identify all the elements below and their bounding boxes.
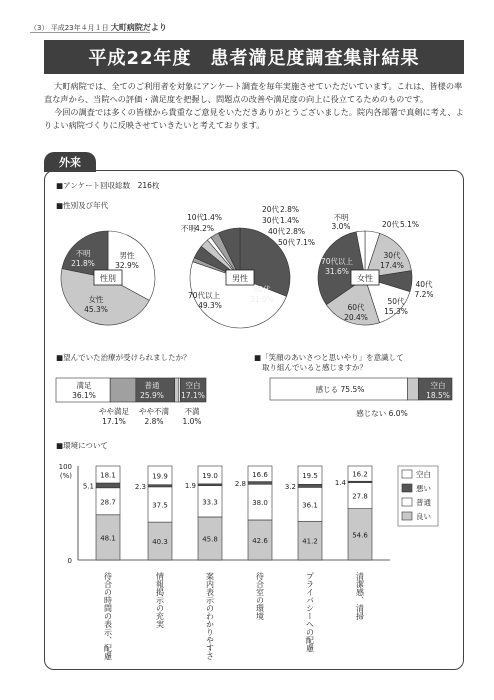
- env-category-label: 情報掲示の充実: [155, 572, 165, 628]
- pie-slice-label: 20代: [262, 205, 280, 214]
- pie-value-label: 21.8%: [71, 259, 95, 268]
- env-value-label: 19.0: [202, 471, 218, 480]
- q1-bar-segment: [175, 378, 179, 402]
- pie-value-label: 7.1%: [296, 238, 316, 247]
- pie-slice-label: 不明: [181, 224, 196, 233]
- pie-center-label: 女性: [357, 274, 373, 283]
- pie-slice-label: 60代: [253, 285, 271, 294]
- legend-label: 悪い: [416, 484, 431, 493]
- env-value-label: 33.3: [202, 498, 218, 507]
- pie-slice-label: 30代: [383, 251, 401, 260]
- pie-slice-label: 不明: [75, 249, 91, 258]
- pie-slice-label: 男性: [119, 251, 135, 260]
- q1-value-fuman: 1.0%: [182, 417, 202, 426]
- pie-slice-label: 不明: [333, 213, 349, 222]
- pie-slice-label: 60代: [347, 303, 365, 312]
- q2-label-a: ■「笑顔のあいさつと思いやり」を意識して: [254, 353, 404, 362]
- env-label: ■環境について: [56, 441, 108, 450]
- legend-label: 空白: [416, 470, 431, 479]
- pie-value-label: 5.1%: [400, 220, 420, 229]
- pie-center-label: 男性: [232, 274, 248, 283]
- pie-value-label: 1.4%: [280, 216, 300, 225]
- pie-slice-label: 40代: [415, 280, 433, 289]
- env-value-label: 2.3: [134, 482, 146, 491]
- env-value-label: 19.9: [152, 472, 168, 481]
- q1-label-futsu: 普通: [144, 381, 160, 390]
- env-value-label: 16.2: [352, 470, 368, 479]
- pie-slice-label: 50代: [278, 238, 296, 247]
- env-value-label: 5.1: [82, 482, 94, 491]
- pie-value-label: 45.3%: [84, 305, 108, 314]
- q1-label-fuman: 不満: [184, 407, 200, 416]
- legend-swatch: [402, 470, 412, 478]
- env-category-label: 待合室の環境: [255, 572, 265, 620]
- env-bar-segment: [96, 483, 120, 488]
- env-value-label: 1.9: [184, 481, 196, 490]
- pie-value-label: 4.2%: [194, 224, 214, 233]
- pie-slice-label: 10代: [186, 213, 204, 222]
- q2-label-kanjiru: 感じる 75.5%: [315, 385, 365, 394]
- q2-label-kanjinai: 感じない 6.0%: [356, 409, 408, 418]
- env-value-label: 48.1: [100, 534, 116, 543]
- newsletter-name: 大町病院だより: [110, 23, 167, 32]
- env-value-label: 45.8: [202, 535, 218, 544]
- y-tick-unit: (%): [59, 472, 72, 480]
- pie-center-label: 性別: [100, 274, 116, 283]
- pie-slice-label: 50代: [387, 297, 405, 306]
- page-number: （3）: [30, 24, 49, 32]
- pie-value-label: 20.4%: [344, 313, 368, 322]
- pie-value-label: 31.6%: [325, 267, 349, 276]
- env-value-label: 42.6: [252, 536, 268, 545]
- q1-value-manzoku: 36.1%: [72, 391, 96, 400]
- env-value-label: 40.3: [152, 538, 168, 547]
- pie-value-label: 15.3%: [384, 307, 408, 316]
- q1-label: ■望んでいた治療が受けられましたか？: [56, 353, 191, 362]
- q1-label-yaya-manzoku: やや満足: [99, 407, 129, 416]
- legend-swatch: [402, 484, 412, 492]
- pie-slice-label: 女性: [88, 295, 104, 304]
- q1-label-manzoku: 満足: [76, 381, 92, 390]
- intro-paragraph-1: 大町病院では、全てのご利用者を対象にアンケート調査を毎年実施させていただいています。これは、皆様の率直な声から、当院への評価・満足度を把握し、問題点の改善や満足度の向上に役立てるためのものです。: [44, 81, 463, 104]
- env-value-label: 16.6: [252, 470, 268, 479]
- q1-value-yaya-fuman: 2.8%: [144, 417, 164, 426]
- env-bar-segment: [148, 485, 172, 487]
- q1-value-futsu: 25.9%: [140, 391, 164, 400]
- sex-age-label: ■性別及び年代: [56, 201, 109, 210]
- q1-label-kuhaku: 空白: [185, 381, 201, 390]
- env-value-label: 36.1: [302, 501, 318, 510]
- count-label: ■アンケート回収総数 216枚: [56, 181, 160, 190]
- env-category-label: 待合の時間の表示、配慮: [103, 572, 113, 660]
- q2-label-kuhaku: 空白: [430, 381, 446, 390]
- env-value-label: 27.8: [352, 492, 368, 501]
- env-bar-segment: [298, 484, 322, 487]
- pie-value-label: 2.8%: [286, 227, 306, 236]
- pie-slice-label: 30代: [262, 216, 280, 225]
- y-tick-100: 100: [58, 463, 72, 471]
- q1-label-yaya-fuman: やや不満: [139, 407, 169, 416]
- q1-bar-segment: [110, 378, 136, 402]
- pie-value-label: 32.9%: [115, 261, 139, 270]
- legend-label: 普通: [416, 498, 431, 507]
- legend-swatch: [402, 512, 412, 520]
- env-category-label: プライバシーへの配慮: [305, 572, 315, 652]
- pie-slice-label: 70代以上: [320, 257, 354, 266]
- pie-value-label: 49.3%: [198, 301, 222, 310]
- section-tag: 外来: [44, 152, 96, 172]
- env-value-label: 38.0: [252, 499, 268, 508]
- env-value-label: 19.5: [302, 472, 318, 481]
- env-bar-segment: [248, 482, 272, 485]
- pie-slice-label: 70代以上: [187, 291, 221, 300]
- legend-swatch: [402, 498, 412, 506]
- pie-value-label: 31.0%: [250, 295, 274, 304]
- env-value-label: 41.2: [302, 537, 318, 546]
- pie-slice-label: 40代: [268, 227, 286, 236]
- q2-bar-segment: [407, 378, 418, 400]
- pie-value-label: 2.8%: [280, 205, 300, 214]
- page-title: 平成22年度 患者満足度調査集計結果: [44, 40, 464, 74]
- env-value-label: 37.5: [152, 501, 168, 510]
- q1-value-yaya-manzoku: 17.1%: [102, 417, 126, 426]
- env-value-label: 2.8: [234, 479, 246, 488]
- env-category-label: 案内表示のわかりやすさ: [205, 572, 215, 660]
- env-category-label: 清潔感、清掃: [355, 572, 365, 620]
- pie-value-label: 7.2%: [414, 290, 434, 299]
- env-value-label: 54.6: [352, 531, 368, 540]
- env-value-label: 1.4: [334, 478, 346, 487]
- env-value-label: 3.2: [284, 482, 296, 491]
- issue-date: 平成23年４月１日: [50, 24, 109, 32]
- q2-value-kuhaku: 18.5%: [426, 391, 450, 400]
- pie-slice-label: 20代: [382, 220, 400, 229]
- pie-value-label: 1.4%: [202, 213, 222, 222]
- intro-paragraph-2: 今回の調査では多くの皆様から貴重なご意見をいただきありがとうございました。院内各部署で真剣に考え、よりよい病院づくりに反映させていきたいと考えております。: [44, 107, 464, 130]
- pie-value-label: 3.0%: [331, 222, 351, 231]
- legend-label: 良い: [416, 512, 431, 521]
- env-value-label: 28.7: [100, 498, 116, 507]
- pie-value-label: 17.4%: [380, 261, 404, 270]
- q1-value-kuhaku: 17.1%: [181, 391, 205, 400]
- env-value-label: 18.1: [100, 471, 116, 480]
- y-tick-0: 0: [67, 557, 72, 565]
- q2-label-b: 取り組んでいると感じますか？: [262, 363, 367, 372]
